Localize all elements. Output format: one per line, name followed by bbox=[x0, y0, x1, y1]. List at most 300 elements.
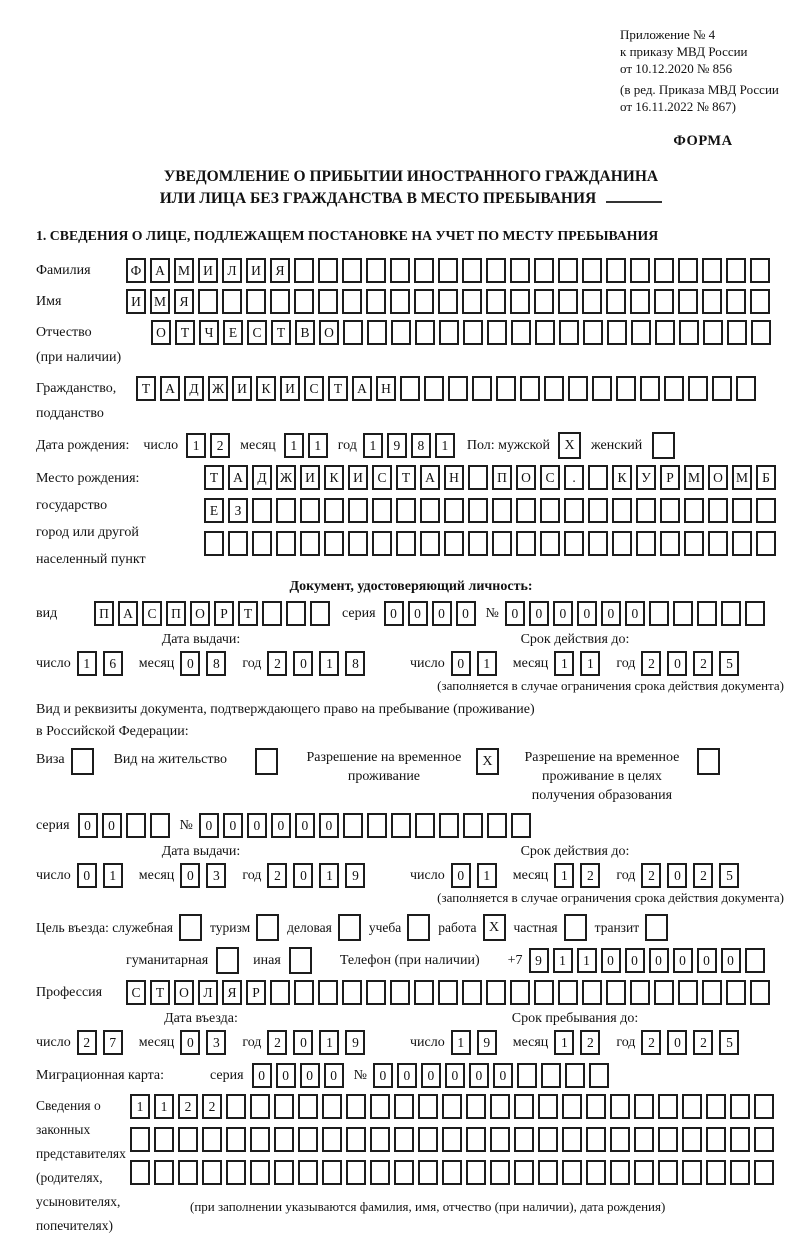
form-cell[interactable]: Л bbox=[198, 980, 218, 1005]
form-cell[interactable] bbox=[442, 1094, 462, 1119]
form-cell[interactable]: И bbox=[348, 465, 368, 490]
form-cell[interactable] bbox=[370, 1160, 390, 1185]
form-cell[interactable] bbox=[154, 1160, 174, 1185]
form-cell[interactable]: К bbox=[324, 465, 344, 490]
form-cell[interactable]: 1 bbox=[103, 863, 123, 888]
form-cell[interactable]: 0 bbox=[553, 601, 573, 626]
form-cell[interactable] bbox=[346, 1094, 366, 1119]
form-cell[interactable]: 1 bbox=[130, 1094, 150, 1119]
form-cell[interactable] bbox=[367, 813, 387, 838]
form-cell[interactable]: 0 bbox=[667, 651, 687, 676]
form-cell[interactable]: . bbox=[564, 465, 584, 490]
form-cell[interactable] bbox=[252, 498, 272, 523]
form-cell[interactable] bbox=[586, 1094, 606, 1119]
form-cell[interactable] bbox=[606, 258, 626, 283]
form-cell[interactable] bbox=[558, 258, 578, 283]
form-cell[interactable] bbox=[732, 498, 752, 523]
form-cell[interactable] bbox=[514, 1094, 534, 1119]
form-cell[interactable] bbox=[607, 320, 627, 345]
form-cell[interactable] bbox=[198, 289, 218, 314]
form-cell[interactable] bbox=[732, 531, 752, 556]
form-cell[interactable]: О bbox=[174, 980, 194, 1005]
form-cell[interactable]: 1 bbox=[580, 651, 600, 676]
form-cell[interactable]: М bbox=[684, 465, 704, 490]
form-cell[interactable]: 0 bbox=[373, 1063, 393, 1088]
purpose-official-checkbox[interactable] bbox=[179, 914, 202, 941]
form-cell[interactable]: 1 bbox=[319, 651, 339, 676]
form-cell[interactable] bbox=[366, 258, 386, 283]
form-cell[interactable] bbox=[462, 980, 482, 1005]
form-cell[interactable]: Р bbox=[246, 980, 266, 1005]
form-cell[interactable] bbox=[310, 601, 330, 626]
form-cell[interactable] bbox=[444, 498, 464, 523]
form-cell[interactable] bbox=[721, 601, 741, 626]
form-cell[interactable] bbox=[660, 498, 680, 523]
form-cell[interactable]: 1 bbox=[186, 433, 206, 458]
form-cell[interactable] bbox=[466, 1094, 486, 1119]
form-cell[interactable]: 1 bbox=[435, 433, 455, 458]
form-cell[interactable] bbox=[226, 1127, 246, 1152]
form-cell[interactable] bbox=[588, 465, 608, 490]
temp-permit-checkbox[interactable]: X bbox=[476, 748, 499, 775]
form-cell[interactable] bbox=[592, 376, 612, 401]
form-cell[interactable]: 0 bbox=[324, 1063, 344, 1088]
form-cell[interactable] bbox=[756, 498, 776, 523]
purpose-transit-checkbox[interactable] bbox=[645, 914, 668, 941]
form-cell[interactable]: З bbox=[228, 498, 248, 523]
form-cell[interactable] bbox=[616, 376, 636, 401]
form-cell[interactable] bbox=[252, 531, 272, 556]
form-cell[interactable]: Ж bbox=[276, 465, 296, 490]
form-cell[interactable] bbox=[634, 1094, 654, 1119]
form-cell[interactable]: М bbox=[732, 465, 752, 490]
form-cell[interactable]: 1 bbox=[554, 651, 574, 676]
purpose-study-checkbox[interactable] bbox=[407, 914, 430, 941]
form-cell[interactable] bbox=[418, 1094, 438, 1119]
form-cell[interactable] bbox=[535, 320, 555, 345]
form-cell[interactable]: 2 bbox=[693, 1030, 713, 1055]
form-cell[interactable] bbox=[294, 258, 314, 283]
form-cell[interactable] bbox=[688, 376, 708, 401]
form-cell[interactable] bbox=[612, 498, 632, 523]
form-cell[interactable] bbox=[390, 258, 410, 283]
form-cell[interactable] bbox=[490, 1127, 510, 1152]
form-cell[interactable] bbox=[534, 980, 554, 1005]
form-cell[interactable] bbox=[511, 320, 531, 345]
form-cell[interactable] bbox=[420, 498, 440, 523]
form-cell[interactable]: 2 bbox=[267, 1030, 287, 1055]
form-cell[interactable] bbox=[391, 320, 411, 345]
form-cell[interactable]: 2 bbox=[641, 651, 661, 676]
form-cell[interactable] bbox=[394, 1127, 414, 1152]
form-cell[interactable] bbox=[274, 1127, 294, 1152]
form-cell[interactable] bbox=[468, 498, 488, 523]
form-cell[interactable]: Л bbox=[222, 258, 242, 283]
form-cell[interactable] bbox=[654, 258, 674, 283]
form-cell[interactable]: 2 bbox=[693, 863, 713, 888]
form-cell[interactable] bbox=[583, 320, 603, 345]
form-cell[interactable]: 0 bbox=[625, 601, 645, 626]
form-cell[interactable]: Р bbox=[660, 465, 680, 490]
form-cell[interactable] bbox=[420, 531, 440, 556]
form-cell[interactable]: 0 bbox=[384, 601, 404, 626]
residence-permit-checkbox[interactable] bbox=[255, 748, 278, 775]
form-cell[interactable] bbox=[636, 498, 656, 523]
form-cell[interactable] bbox=[634, 1160, 654, 1185]
form-cell[interactable]: 0 bbox=[252, 1063, 272, 1088]
form-cell[interactable]: 0 bbox=[293, 1030, 313, 1055]
form-cell[interactable] bbox=[496, 376, 516, 401]
form-cell[interactable] bbox=[274, 1094, 294, 1119]
form-cell[interactable]: 9 bbox=[529, 948, 549, 973]
form-cell[interactable] bbox=[673, 601, 693, 626]
form-cell[interactable] bbox=[468, 465, 488, 490]
form-cell[interactable]: А bbox=[118, 601, 138, 626]
form-cell[interactable]: 3 bbox=[206, 863, 226, 888]
form-cell[interactable]: Р bbox=[214, 601, 234, 626]
form-cell[interactable] bbox=[400, 376, 420, 401]
form-cell[interactable] bbox=[342, 289, 362, 314]
form-cell[interactable]: 2 bbox=[210, 433, 230, 458]
form-cell[interactable]: 0 bbox=[300, 1063, 320, 1088]
form-cell[interactable] bbox=[438, 980, 458, 1005]
form-cell[interactable]: 0 bbox=[601, 601, 621, 626]
form-cell[interactable] bbox=[754, 1127, 774, 1152]
form-cell[interactable] bbox=[394, 1160, 414, 1185]
form-cell[interactable]: Т bbox=[396, 465, 416, 490]
form-cell[interactable]: 0 bbox=[505, 601, 525, 626]
form-cell[interactable] bbox=[463, 320, 483, 345]
form-cell[interactable] bbox=[391, 813, 411, 838]
form-cell[interactable]: Я bbox=[222, 980, 242, 1005]
form-cell[interactable] bbox=[246, 289, 266, 314]
form-cell[interactable] bbox=[442, 1127, 462, 1152]
form-cell[interactable] bbox=[270, 980, 290, 1005]
form-cell[interactable] bbox=[678, 289, 698, 314]
form-cell[interactable]: С bbox=[142, 601, 162, 626]
form-cell[interactable] bbox=[682, 1094, 702, 1119]
form-cell[interactable] bbox=[342, 258, 362, 283]
form-cell[interactable] bbox=[438, 289, 458, 314]
form-cell[interactable] bbox=[492, 498, 512, 523]
form-cell[interactable] bbox=[727, 320, 747, 345]
form-cell[interactable] bbox=[559, 320, 579, 345]
form-cell[interactable] bbox=[511, 813, 531, 838]
sex-female-checkbox[interactable] bbox=[652, 432, 675, 459]
form-cell[interactable] bbox=[736, 376, 756, 401]
edu-permit-checkbox[interactable] bbox=[697, 748, 720, 775]
form-cell[interactable]: И bbox=[246, 258, 266, 283]
form-cell[interactable] bbox=[322, 1094, 342, 1119]
form-cell[interactable] bbox=[654, 980, 674, 1005]
form-cell[interactable]: 1 bbox=[477, 863, 497, 888]
form-cell[interactable] bbox=[582, 980, 602, 1005]
form-cell[interactable] bbox=[226, 1094, 246, 1119]
form-cell[interactable] bbox=[562, 1127, 582, 1152]
form-cell[interactable]: 0 bbox=[77, 863, 97, 888]
form-cell[interactable]: Н bbox=[376, 376, 396, 401]
form-cell[interactable]: Ф bbox=[126, 258, 146, 283]
form-cell[interactable] bbox=[486, 289, 506, 314]
form-cell[interactable] bbox=[655, 320, 675, 345]
form-cell[interactable]: П bbox=[166, 601, 186, 626]
form-cell[interactable]: С bbox=[372, 465, 392, 490]
form-cell[interactable] bbox=[276, 498, 296, 523]
form-cell[interactable]: М bbox=[150, 289, 170, 314]
form-cell[interactable] bbox=[540, 498, 560, 523]
form-cell[interactable] bbox=[415, 320, 435, 345]
form-cell[interactable]: Е bbox=[223, 320, 243, 345]
form-cell[interactable] bbox=[754, 1160, 774, 1185]
form-cell[interactable] bbox=[178, 1160, 198, 1185]
form-cell[interactable]: 1 bbox=[319, 1030, 339, 1055]
form-cell[interactable] bbox=[750, 258, 770, 283]
form-cell[interactable] bbox=[588, 531, 608, 556]
form-cell[interactable]: 0 bbox=[697, 948, 717, 973]
form-cell[interactable] bbox=[654, 289, 674, 314]
purpose-humanitarian-checkbox[interactable] bbox=[216, 947, 239, 974]
form-cell[interactable] bbox=[630, 289, 650, 314]
form-cell[interactable] bbox=[298, 1094, 318, 1119]
form-cell[interactable]: 2 bbox=[267, 863, 287, 888]
form-cell[interactable] bbox=[448, 376, 468, 401]
form-cell[interactable] bbox=[702, 258, 722, 283]
form-cell[interactable] bbox=[487, 320, 507, 345]
form-cell[interactable] bbox=[564, 498, 584, 523]
sex-male-checkbox[interactable]: X bbox=[558, 432, 581, 459]
form-cell[interactable]: А bbox=[150, 258, 170, 283]
form-cell[interactable] bbox=[490, 1094, 510, 1119]
form-cell[interactable] bbox=[466, 1160, 486, 1185]
form-cell[interactable]: 0 bbox=[247, 813, 267, 838]
form-cell[interactable] bbox=[487, 813, 507, 838]
form-cell[interactable] bbox=[276, 531, 296, 556]
form-cell[interactable] bbox=[250, 1094, 270, 1119]
form-cell[interactable] bbox=[348, 498, 368, 523]
form-cell[interactable] bbox=[544, 376, 564, 401]
form-cell[interactable]: 0 bbox=[721, 948, 741, 973]
form-cell[interactable] bbox=[444, 531, 464, 556]
form-cell[interactable]: Т bbox=[238, 601, 258, 626]
form-cell[interactable] bbox=[394, 1094, 414, 1119]
form-cell[interactable]: 0 bbox=[649, 948, 669, 973]
form-cell[interactable]: 0 bbox=[199, 813, 219, 838]
form-cell[interactable] bbox=[516, 531, 536, 556]
form-cell[interactable] bbox=[466, 1127, 486, 1152]
form-cell[interactable]: 0 bbox=[456, 601, 476, 626]
form-cell[interactable] bbox=[730, 1160, 750, 1185]
form-cell[interactable]: Т bbox=[271, 320, 291, 345]
form-cell[interactable]: 3 bbox=[206, 1030, 226, 1055]
form-cell[interactable] bbox=[418, 1160, 438, 1185]
form-cell[interactable] bbox=[250, 1160, 270, 1185]
form-cell[interactable]: Д bbox=[252, 465, 272, 490]
form-cell[interactable] bbox=[682, 1127, 702, 1152]
form-cell[interactable]: Д bbox=[184, 376, 204, 401]
form-cell[interactable] bbox=[298, 1127, 318, 1152]
form-cell[interactable] bbox=[658, 1094, 678, 1119]
form-cell[interactable] bbox=[682, 1160, 702, 1185]
form-cell[interactable]: И bbox=[280, 376, 300, 401]
form-cell[interactable] bbox=[664, 376, 684, 401]
form-cell[interactable]: 0 bbox=[577, 601, 597, 626]
form-cell[interactable] bbox=[324, 531, 344, 556]
form-cell[interactable] bbox=[751, 320, 771, 345]
form-cell[interactable]: С bbox=[540, 465, 560, 490]
form-cell[interactable]: 1 bbox=[577, 948, 597, 973]
form-cell[interactable] bbox=[438, 258, 458, 283]
form-cell[interactable]: 9 bbox=[477, 1030, 497, 1055]
form-cell[interactable]: 2 bbox=[641, 1030, 661, 1055]
form-cell[interactable] bbox=[486, 258, 506, 283]
form-cell[interactable]: О bbox=[151, 320, 171, 345]
form-cell[interactable] bbox=[517, 1063, 537, 1088]
form-cell[interactable]: 0 bbox=[451, 651, 471, 676]
form-cell[interactable]: 8 bbox=[345, 651, 365, 676]
form-cell[interactable] bbox=[415, 813, 435, 838]
form-cell[interactable]: 1 bbox=[77, 651, 97, 676]
form-cell[interactable] bbox=[510, 289, 530, 314]
form-cell[interactable]: С bbox=[304, 376, 324, 401]
form-cell[interactable]: 0 bbox=[276, 1063, 296, 1088]
form-cell[interactable] bbox=[343, 320, 363, 345]
form-cell[interactable] bbox=[610, 1160, 630, 1185]
purpose-tourism-checkbox[interactable] bbox=[256, 914, 279, 941]
form-cell[interactable] bbox=[226, 1160, 246, 1185]
form-cell[interactable] bbox=[414, 258, 434, 283]
form-cell[interactable]: Е bbox=[204, 498, 224, 523]
form-cell[interactable] bbox=[702, 980, 722, 1005]
form-cell[interactable]: 0 bbox=[295, 813, 315, 838]
form-cell[interactable]: Ж bbox=[208, 376, 228, 401]
form-cell[interactable] bbox=[631, 320, 651, 345]
form-cell[interactable] bbox=[324, 498, 344, 523]
form-cell[interactable] bbox=[510, 980, 530, 1005]
form-cell[interactable] bbox=[298, 1160, 318, 1185]
form-cell[interactable] bbox=[390, 289, 410, 314]
form-cell[interactable] bbox=[640, 376, 660, 401]
form-cell[interactable]: 2 bbox=[202, 1094, 222, 1119]
form-cell[interactable] bbox=[367, 320, 387, 345]
form-cell[interactable] bbox=[439, 320, 459, 345]
form-cell[interactable]: 1 bbox=[308, 433, 328, 458]
form-cell[interactable] bbox=[154, 1127, 174, 1152]
form-cell[interactable]: Т bbox=[136, 376, 156, 401]
form-cell[interactable] bbox=[706, 1094, 726, 1119]
form-cell[interactable] bbox=[204, 531, 224, 556]
form-cell[interactable] bbox=[562, 1160, 582, 1185]
form-cell[interactable] bbox=[510, 258, 530, 283]
form-cell[interactable] bbox=[342, 980, 362, 1005]
form-cell[interactable] bbox=[370, 1127, 390, 1152]
form-cell[interactable] bbox=[582, 258, 602, 283]
form-cell[interactable]: 8 bbox=[206, 651, 226, 676]
form-cell[interactable]: О bbox=[708, 465, 728, 490]
form-cell[interactable] bbox=[286, 601, 306, 626]
form-cell[interactable] bbox=[630, 258, 650, 283]
form-cell[interactable]: 2 bbox=[693, 651, 713, 676]
form-cell[interactable] bbox=[730, 1094, 750, 1119]
form-cell[interactable]: 1 bbox=[363, 433, 383, 458]
form-cell[interactable] bbox=[390, 980, 410, 1005]
form-cell[interactable]: П bbox=[94, 601, 114, 626]
form-cell[interactable] bbox=[346, 1127, 366, 1152]
form-cell[interactable]: 0 bbox=[445, 1063, 465, 1088]
form-cell[interactable]: 0 bbox=[102, 813, 122, 838]
form-cell[interactable] bbox=[318, 289, 338, 314]
form-cell[interactable]: 0 bbox=[469, 1063, 489, 1088]
form-cell[interactable]: Н bbox=[444, 465, 464, 490]
form-cell[interactable] bbox=[462, 258, 482, 283]
form-cell[interactable] bbox=[396, 498, 416, 523]
form-cell[interactable] bbox=[372, 531, 392, 556]
form-cell[interactable] bbox=[745, 948, 765, 973]
form-cell[interactable] bbox=[490, 1160, 510, 1185]
form-cell[interactable]: 0 bbox=[529, 601, 549, 626]
form-cell[interactable] bbox=[610, 1127, 630, 1152]
form-cell[interactable] bbox=[649, 601, 669, 626]
purpose-business-checkbox[interactable] bbox=[338, 914, 361, 941]
form-cell[interactable]: 0 bbox=[180, 1030, 200, 1055]
form-cell[interactable]: 0 bbox=[493, 1063, 513, 1088]
form-cell[interactable]: М bbox=[174, 258, 194, 283]
form-cell[interactable]: 0 bbox=[180, 863, 200, 888]
form-cell[interactable]: 9 bbox=[387, 433, 407, 458]
form-cell[interactable] bbox=[586, 1160, 606, 1185]
form-cell[interactable] bbox=[318, 258, 338, 283]
form-cell[interactable]: Б bbox=[756, 465, 776, 490]
form-cell[interactable]: 9 bbox=[345, 863, 365, 888]
form-cell[interactable] bbox=[712, 376, 732, 401]
form-cell[interactable] bbox=[697, 601, 717, 626]
form-cell[interactable]: 0 bbox=[432, 601, 452, 626]
form-cell[interactable] bbox=[538, 1094, 558, 1119]
form-cell[interactable]: О bbox=[319, 320, 339, 345]
form-cell[interactable] bbox=[414, 289, 434, 314]
form-cell[interactable]: О bbox=[190, 601, 210, 626]
form-cell[interactable]: 0 bbox=[601, 948, 621, 973]
form-cell[interactable]: А bbox=[228, 465, 248, 490]
form-cell[interactable]: И bbox=[198, 258, 218, 283]
form-cell[interactable] bbox=[684, 531, 704, 556]
form-cell[interactable] bbox=[750, 980, 770, 1005]
form-cell[interactable]: 0 bbox=[271, 813, 291, 838]
form-cell[interactable]: 2 bbox=[77, 1030, 97, 1055]
form-cell[interactable]: С bbox=[126, 980, 146, 1005]
form-cell[interactable] bbox=[730, 1127, 750, 1152]
form-cell[interactable] bbox=[300, 531, 320, 556]
form-cell[interactable]: К bbox=[256, 376, 276, 401]
form-cell[interactable] bbox=[678, 258, 698, 283]
form-cell[interactable] bbox=[424, 376, 444, 401]
form-cell[interactable]: И bbox=[232, 376, 252, 401]
form-cell[interactable] bbox=[634, 1127, 654, 1152]
form-cell[interactable] bbox=[463, 813, 483, 838]
form-cell[interactable]: 1 bbox=[154, 1094, 174, 1119]
form-cell[interactable]: 1 bbox=[319, 863, 339, 888]
form-cell[interactable]: 7 bbox=[103, 1030, 123, 1055]
form-cell[interactable] bbox=[126, 813, 146, 838]
form-cell[interactable] bbox=[538, 1127, 558, 1152]
form-cell[interactable] bbox=[348, 531, 368, 556]
form-cell[interactable]: 5 bbox=[719, 651, 739, 676]
form-cell[interactable] bbox=[486, 980, 506, 1005]
form-cell[interactable]: О bbox=[516, 465, 536, 490]
form-cell[interactable]: 0 bbox=[180, 651, 200, 676]
form-cell[interactable]: Т bbox=[204, 465, 224, 490]
form-cell[interactable] bbox=[745, 601, 765, 626]
form-cell[interactable]: 8 bbox=[411, 433, 431, 458]
